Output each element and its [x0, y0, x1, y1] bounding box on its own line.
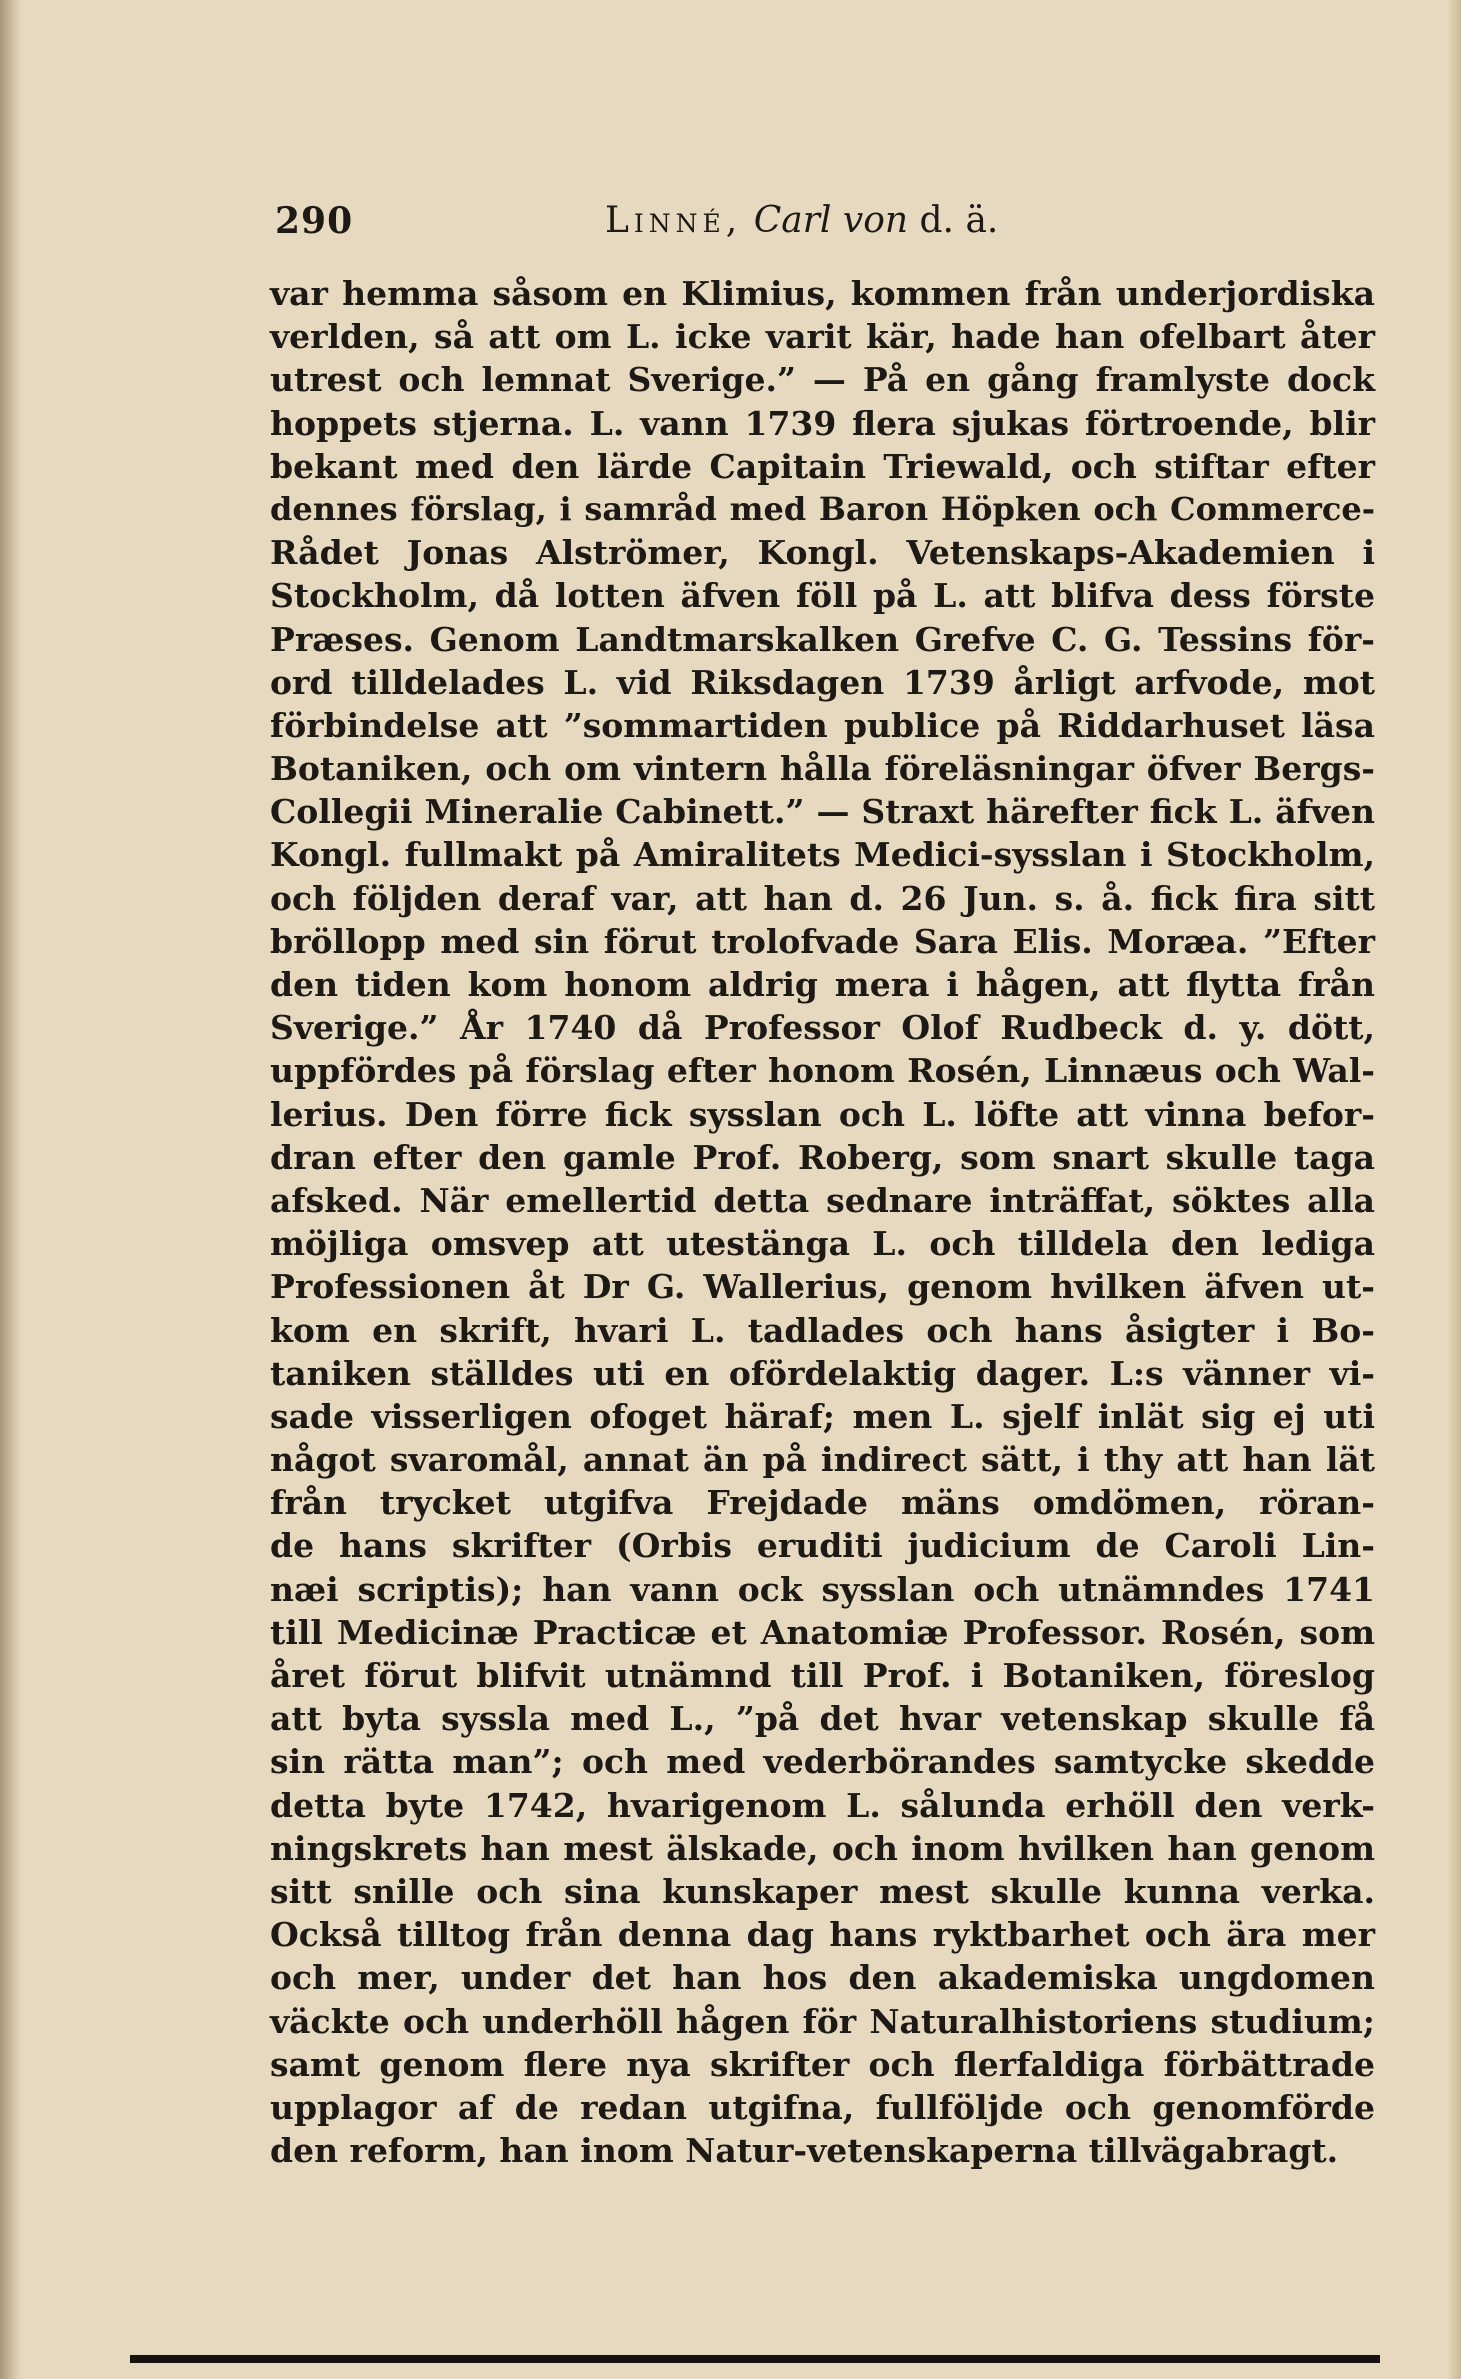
running-title-given-name: Carl von	[753, 200, 909, 241]
text-line: till Medicinæ Practicæ et Anatomiæ Professor. Rosén, som	[270, 1612, 1375, 1652]
text-line: dran efter den gamle Prof. Roberg, som snart skulle taga	[270, 1137, 1375, 1177]
text-line: ningskrets han mest älskade, och inom hvilken han genom	[270, 1828, 1375, 1868]
text-line: Botaniken, och om vintern hålla föreläsningar öfver Bergs-	[270, 749, 1375, 789]
text-line: Kongl. fullmakt på Amiralitets Medici-sysslan i Stockholm,	[270, 835, 1375, 875]
text-line: hoppets stjerna. L. vann 1739 flera sjukas förtroende, blir	[270, 403, 1375, 443]
text-line: sin rätta man”; och med vederbörandes samtycke skedde	[270, 1742, 1375, 1782]
text-line: samt genom flere nya skrifter och flerfaldiga förbättrade	[270, 2044, 1375, 2084]
text-line: sade visserligen ofoget häraf; men L. sjelf inlät sig ej uti	[270, 1396, 1375, 1436]
text-line: detta byte 1742, hvarigenom L. sålunda erhöll den verk-	[270, 1785, 1375, 1825]
text-line: var hemma såsom en Klimius, kommen från underjordiska	[270, 274, 1375, 313]
running-head	[275, 200, 1345, 260]
text-line: något svaromål, annat än på indirect sätt, i thy att han lät	[270, 1440, 1375, 1480]
text-line: taniken ställdes uti en ofördelaktig dager. L:s vänner vi-	[270, 1353, 1375, 1393]
text-line: och följden deraf var, att han d. 26 Jun. s. å. fick fira sitt	[270, 878, 1375, 918]
text-line: bekant med den lärde Capitain Triewald, och stiftar efter	[270, 446, 1375, 486]
text-line: afsked. När emellertid detta sednare inträffat, söktes alla	[270, 1180, 1375, 1220]
text-line: Præses. Genom Landtmarskalken Grefve C. G. Tessins för-	[270, 619, 1375, 659]
bottom-rule	[130, 2355, 1380, 2363]
page-number: 290	[275, 200, 354, 242]
text-line: dennes förslag, i samråd med Baron Höpken och Commerce-	[270, 489, 1375, 528]
text-line: ord tilldelades L. vid Riksdagen 1739 årligt arfvode, mot	[270, 662, 1375, 702]
text-line: att byta syssla med L., ”på det hvar vetenskap skulle få	[270, 1699, 1375, 1739]
text-line: Också tilltog från denna dag hans ryktbarhet och ära mer	[270, 1915, 1375, 1955]
running-title-author: Linné,	[605, 200, 743, 241]
running-title-suffix: d. ä.	[919, 200, 999, 241]
text-line: Sverige.” År 1740 då Professor Olof Rudbeck d. y. dött,	[270, 1008, 1375, 1048]
text-line: den tiden kom honom aldrig mera i hågen, att flytta från	[270, 965, 1375, 1004]
text-line: den reform, han inom Natur-vetenskaperna tillvägabragt.	[270, 2131, 1339, 2171]
text-line: bröllopp med sin förut trolofvade Sara Elis. Moræa. ”Efter	[270, 921, 1375, 961]
text-line: året förut blifvit utnämnd till Prof. i Botaniken, föreslog	[270, 1656, 1375, 1695]
text-line: Stockholm, då lotten äfven föll på L. att blifva dess förste	[270, 576, 1375, 616]
text-line: och mer, under det han hos den akademiska ungdomen	[270, 1958, 1375, 1998]
text-line: kom en skrift, hvari L. tadlades och hans åsigter i Bo-	[270, 1310, 1375, 1350]
body-text	[270, 272, 1375, 2172]
text-line: uppfördes på förslag efter honom Rosén, Linnæus och Wal-	[270, 1051, 1375, 1091]
text-line: väckte och underhöll hågen för Naturalhistoriens studium;	[270, 2001, 1375, 2041]
text-line: Collegii Mineralie Cabinett.” — Straxt härefter fick L. äfven	[270, 792, 1375, 832]
text-line: möjliga omsvep att utestänga L. och tilldela den lediga	[270, 1224, 1375, 1264]
text-line: utrest och lemnat Sverige.” — På en gång framlyste dock	[270, 360, 1375, 400]
text-line: förbindelse att ”sommartiden publice på Riddarhuset läsa	[270, 705, 1375, 745]
text-line: upplagor af de redan utgifna, fullföljde och genomförde	[270, 2087, 1375, 2127]
text-line: Rådet Jonas Alströmer, Kongl. Vetenskaps-Akademien i	[270, 533, 1375, 573]
page-edge-right	[1447, 0, 1461, 2379]
text-line: lerius. Den förre fick sysslan och L. löfte att vinna befor-	[270, 1094, 1375, 1134]
running-title	[605, 200, 998, 241]
text-line: från trycket utgifva Frejdade mäns omdömen, röran-	[270, 1483, 1375, 1523]
text-line: de hans skrifter (Orbis eruditi judicium de Caroli Lin-	[270, 1526, 1375, 1566]
page-edge-left	[0, 0, 22, 2379]
text-line: verlden, så att om L. icke varit kär, hade han ofelbart åter	[270, 317, 1375, 357]
text-line: Professionen åt Dr G. Wallerius, genom hvilken äfven ut-	[270, 1267, 1375, 1307]
text-line: næi scriptis); han vann ock sysslan och utnämndes 1741	[270, 1569, 1375, 1609]
text-line: sitt snille och sina kunskaper mest skulle kunna verka.	[270, 1871, 1375, 1911]
